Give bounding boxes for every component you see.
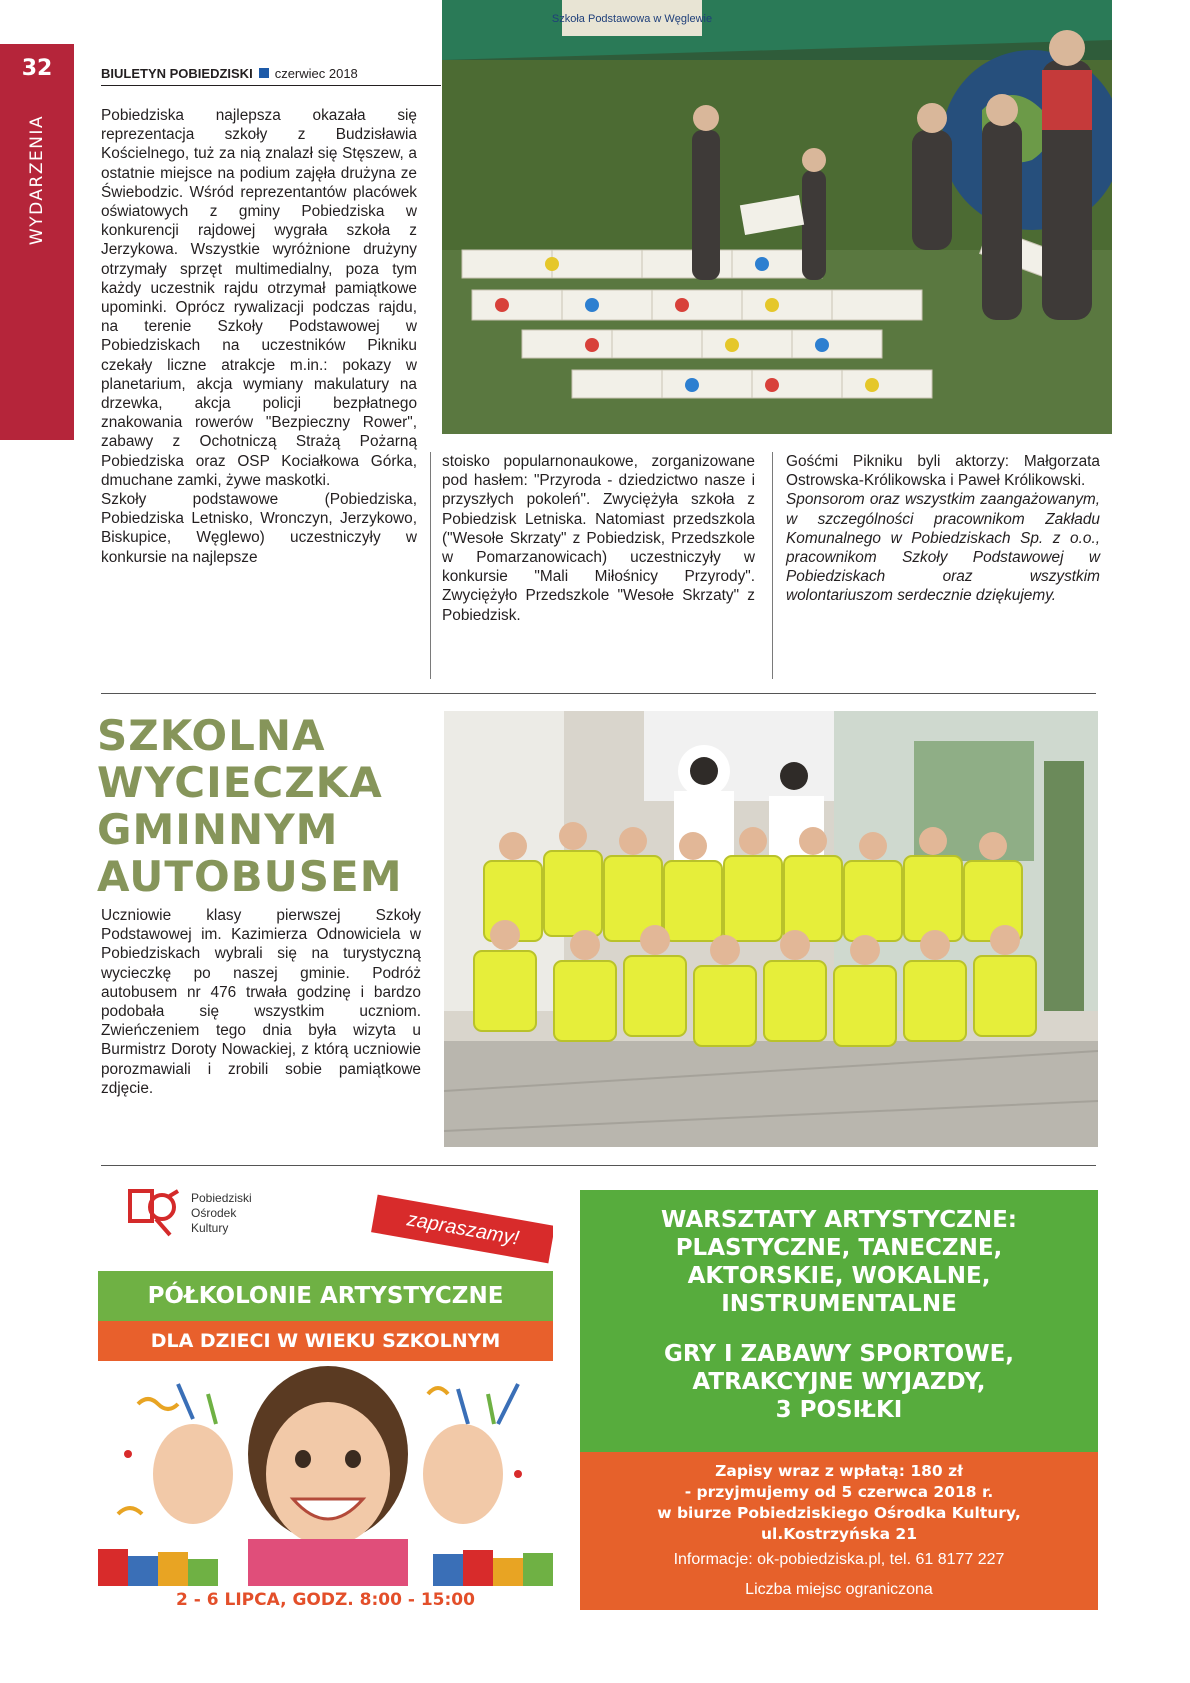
running-header bbox=[101, 66, 441, 86]
limited-places-note: Liczba miejsc ograniczona bbox=[745, 1581, 933, 1598]
article-separator-rule-1 bbox=[101, 693, 1096, 694]
tent-sign-text: Szkoła Podstawowa w Węglewie bbox=[551, 13, 713, 25]
contact-info: Informacje: ok-pobiedziska.pl, tel. 61 8177 227 bbox=[673, 1551, 1005, 1568]
workshops-line-4: INSTRUMENTALNE bbox=[721, 1291, 957, 1317]
article2-body-para: Uczniowie klasy pierwszej Szkoły Podstawowej im. Kazimierza Odnowiciela w Pobiedziskach wybrali się na turystyczną wycieczkę po naszej gminie. Podróż autobusem nr 476 trwała godzinę i bardzo podobała się wszystkim uczniom. Zwieńczeniem tego dnia była wizyta u Burmistrz Doroty Nowackiej, z którą uczniowie porozmawiali i zrobili sobie pamiątkowe zdjęcie. bbox=[101, 907, 421, 1097]
headline-line-2: WYCIECZKA bbox=[97, 758, 383, 807]
activities-list bbox=[580, 1318, 1098, 1424]
ad-dates: 2 - 6 LIPCA, GODZ. 8:00 - 15:00 bbox=[176, 1590, 475, 1610]
header-rule bbox=[101, 85, 441, 86]
headline-line-1: SZKOLNA bbox=[97, 711, 326, 760]
workshops-line-1: WARSZTATY ARTYSTYCZNE: bbox=[661, 1207, 1017, 1233]
group-photo-illustration bbox=[444, 711, 1098, 1147]
issue-date: czerwiec 2018 bbox=[274, 66, 358, 81]
section-label-text: WYDARZENIA bbox=[27, 114, 47, 246]
ad-subtitle-banner: DLA DZIECI W WIEKU SZKOLNYM bbox=[98, 1321, 553, 1361]
registration-line-3: w biurze Pobiedziskiego Ośrodka Kultury, bbox=[657, 1504, 1021, 1522]
article1-column-2 bbox=[442, 452, 755, 625]
registration-line-4: ul.Kostrzyńska 21 bbox=[760, 1525, 918, 1543]
column-divider-2 bbox=[772, 452, 773, 679]
child-illustration bbox=[98, 1364, 553, 1586]
summer-camp-ad bbox=[98, 1184, 553, 1620]
page-number: 32 bbox=[21, 56, 53, 81]
article1-column-1 bbox=[101, 106, 417, 567]
group-photo bbox=[444, 711, 1098, 1147]
activities-line-1: GRY I ZABAWY SPORTOWE, bbox=[663, 1341, 1015, 1367]
ok-name-line-2: Ośrodek bbox=[191, 1206, 237, 1220]
ad-title-banner: PÓŁKOLONIE ARTYSTYCZNE bbox=[98, 1271, 553, 1321]
article1-col2-para: stoisko popularnonaukowe, zorganizowane pod hasłem: "Przyroda - dziedzictwo nasze i przyszłych pokoleń". Zwyciężyła szkoła z Pobiedzisk Letniska. Natomiast przedszkola ("Wesołe Skrzaty" z Pobiedzisk, Przedszkole w Pomarzanowicach) uczestniczyły w konkursie "Mali Miłośnicy Przyrody". Zwyciężyło Przedszkole "Wesołe Skrzaty" z Pobiedzisk. bbox=[442, 453, 755, 624]
headline-line-4: AUTOBUSEM bbox=[97, 852, 403, 901]
workshops-ad bbox=[580, 1190, 1098, 1610]
invitation-stamp: zapraszamy! bbox=[371, 1195, 553, 1264]
picnic-photo-illustration bbox=[442, 0, 1112, 434]
registration-line-2: - przyjmujemy od 5 czerwca 2018 r. bbox=[684, 1483, 994, 1501]
article1-col3-thanks: Sponsorom oraz wszystkim zaangażowanym, w szczególności pracownikom Zakładu Komunalnego w Pobiedziskach Sp. z o.o., pracownikom Szkoły Podstawowej w Pobiedziskach oraz wszystkim wolontariuszom serdecznie dziękujemy. bbox=[786, 491, 1100, 605]
header-square-icon bbox=[259, 68, 269, 78]
column-divider-1 bbox=[430, 452, 431, 679]
activities-line-2: ATRAKCYJNE WYJAZDY, bbox=[692, 1369, 986, 1395]
workshops-list bbox=[580, 1190, 1098, 1318]
ok-name-line-1: Pobiedziski bbox=[191, 1191, 252, 1205]
article2-body bbox=[101, 906, 421, 1098]
section-label bbox=[0, 100, 74, 260]
article-separator-rule-2 bbox=[101, 1165, 1096, 1166]
workshops-green-panel bbox=[580, 1190, 1098, 1452]
ok-organisation-name bbox=[191, 1191, 252, 1236]
publication-name: BIULETYN POBIEDZISKI bbox=[101, 66, 253, 81]
registration-orange-panel bbox=[580, 1452, 1098, 1610]
headline-line-3: GMINNYM bbox=[97, 805, 339, 854]
activities-line-3: 3 POSIŁKI bbox=[775, 1397, 903, 1423]
workshops-line-2: PLASTYCZNE, TANECZNE, bbox=[675, 1235, 1003, 1261]
article2-headline bbox=[97, 712, 437, 900]
picnic-photo bbox=[442, 0, 1112, 434]
ok-name-line-3: Kultury bbox=[191, 1221, 229, 1235]
article1-col3-para1: Gośćmi Pikniku byli aktorzy: Małgorzata Ostrowska-Królikowska i Paweł Królikowski. bbox=[786, 453, 1100, 490]
ok-logo-icon bbox=[128, 1189, 182, 1237]
workshops-line-3: AKTORSKIE, WOKALNE, bbox=[687, 1263, 991, 1289]
article1-col1-para1: Pobiedziska najlepsza okazała się reprezentacja szkoły z Budzisławia Kościelnego, tuż za nią znalazł się Stęszew, a ostatnie miejsce na podium zajęła drużyna ze Świebodzic. Wśród reprezentantów placówek oświatowych z gminy Pobiedziska w konkurencji rajdowej wygrała szkoła z Jerzykowa. Wszystkie wyróżnione drużyny otrzymały sprzęt multimedialny, poza tym każdy uczestnik rajdu otrzymał pamiątkowe upominki. Oprócz rywalizacji podczas rajdu, na terenie Szkoły Podstawowej w Pobiedziskach na uczestników Pikniku czekały liczne atrakcje m.in.: pokazy w planetarium, akcja wymiany makulatury na drzewka, akcja policji bezpłatnego znakowania rowerów "Bezpieczny Rower", zabawy z Ochotniczą Strażą Pożarną Pobiedziska oraz OSP Kociałkowa Górka, dmuchane zamki, żywe maskotki. bbox=[101, 107, 417, 489]
registration-line-1: Zapisy wraz z wpłatą: 180 zł bbox=[715, 1462, 963, 1480]
article1-col1-para2: Szkoły podstawowe (Pobiedziska, Pobiedziska Letnisko, Wronczyn, Jerzykowo, Biskupice, Węglewo) uczestniczyły w konkursie na najlepsze bbox=[101, 491, 417, 566]
article1-column-3 bbox=[786, 452, 1100, 606]
